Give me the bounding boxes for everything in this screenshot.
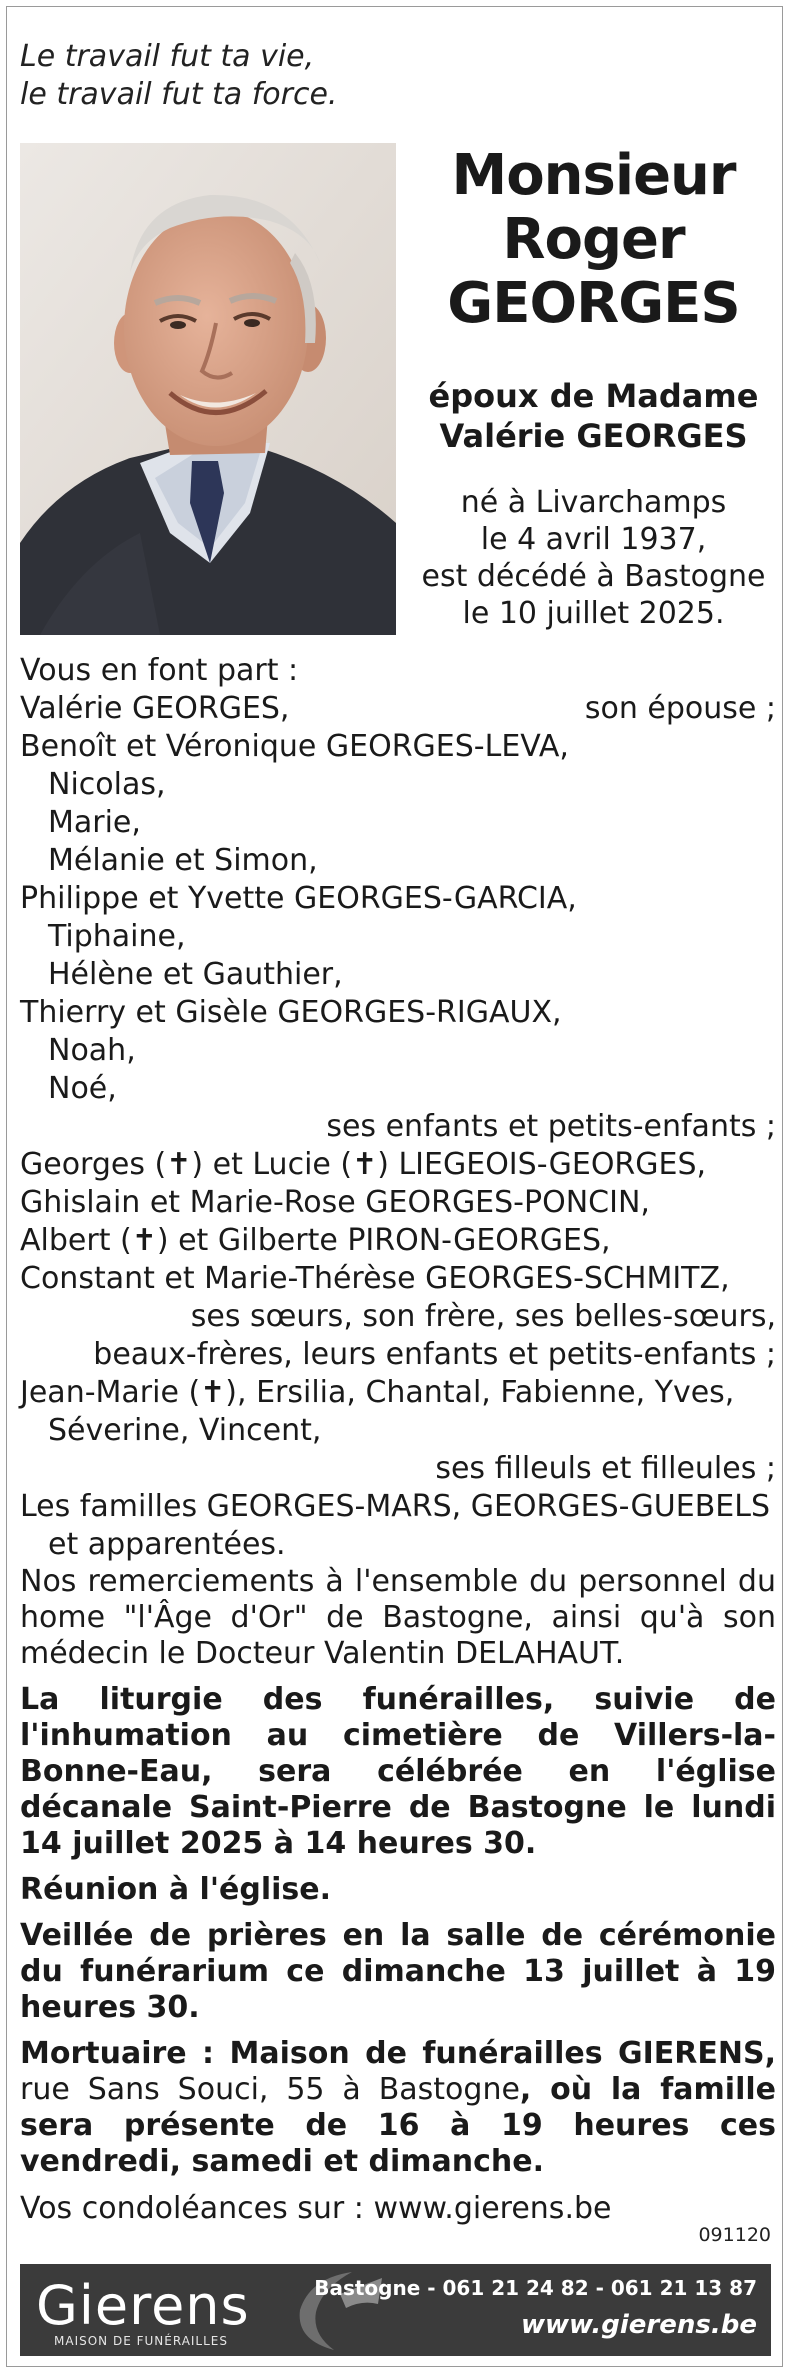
list-item: Hélène et Gauthier, bbox=[48, 957, 343, 992]
children-role: ses enfants et petits-enfants ; bbox=[326, 1109, 776, 1144]
birth-date: le 4 avril 1937, bbox=[480, 522, 707, 557]
godchildren-line-1: Jean-Marie (✝), Ersilia, Chantal, Fabienne, Yves, bbox=[20, 1375, 735, 1410]
list-item: Philippe et Yvette GEORGES-GARCIA, bbox=[20, 881, 577, 916]
reunion-paragraph: Réunion à l'église. bbox=[20, 1872, 332, 1907]
funeral-home-banner bbox=[20, 2264, 771, 2356]
siblings-role-2: beaux-frères, leurs enfants et petits-enfants ; bbox=[93, 1337, 776, 1372]
list-item: Marie, bbox=[48, 805, 141, 840]
reference-number: 091120 bbox=[698, 2224, 771, 2246]
spouse-row-name: Valérie GEORGES, bbox=[20, 691, 290, 726]
list-item: Ghislain et Marie-Rose GEORGES-PONCIN, bbox=[20, 1185, 650, 1220]
list-item: Tiphaine, bbox=[48, 919, 186, 954]
condolences-line: Vos condoléances sur : www.gierens.be bbox=[20, 2191, 612, 2226]
notice-body bbox=[20, 652, 776, 2228]
families-line-2: et apparentées. bbox=[48, 1527, 286, 1562]
spouse-line-1: époux de Madame bbox=[428, 377, 759, 415]
website-link[interactable]: www.gierens.be bbox=[521, 2310, 757, 2340]
funeral-paragraph: La liturgie des funérailles, suivie de l'inhumation au cimetière de Villers-la-Bonne-Eau, sera célébrée en l'église décanale Saint-Pierre de Bastogne le lundi 14 juillet 2025 à 14 heures 30. bbox=[20, 1682, 776, 1861]
portrait-illustration bbox=[20, 143, 396, 635]
list-item: Benoît et Véronique GEORGES-LEVA, bbox=[20, 729, 569, 764]
families-line-1: Les familles GEORGES-MARS, GEORGES-GUEBELS bbox=[20, 1489, 770, 1524]
birth-place: né à Livarchamps bbox=[460, 485, 727, 520]
last-name: GEORGES bbox=[447, 271, 740, 336]
vigil-paragraph: Veillée de prières en la salle de cérémonie du funérarium ce dimanche 13 juillet à 19 heures 30. bbox=[20, 1918, 776, 2025]
spouse-row-role: son épouse ; bbox=[584, 691, 776, 726]
birth-death-block bbox=[406, 484, 781, 632]
children-list bbox=[20, 728, 776, 1108]
motto bbox=[20, 38, 337, 114]
motto-line-1: Le travail fut ta vie, bbox=[20, 39, 315, 74]
death-date: le 10 juillet 2025. bbox=[462, 596, 725, 631]
siblings-list bbox=[20, 1146, 776, 1298]
spouse-line-2: Valérie GEORGES bbox=[439, 417, 748, 455]
intro-line: Vous en font part : bbox=[20, 653, 299, 688]
gierens-logo-subtitle: MAISON DE FUNÉRAILLES bbox=[54, 2334, 229, 2348]
mortuary-paragraph bbox=[20, 2036, 776, 2180]
list-item: Mélanie et Simon, bbox=[48, 843, 318, 878]
godchildren-line-2: Séverine, Vincent, bbox=[48, 1413, 322, 1448]
mortuary-bold-2: , où la famille sera présente de 16 à 19 heures ces vendredi, samedi et dimanche. bbox=[20, 2072, 776, 2179]
title-monsieur: Monsieur bbox=[451, 143, 736, 208]
list-item: Nicolas, bbox=[48, 767, 166, 802]
contact-phones: Bastogne - 061 21 24 82 - 061 21 13 87 bbox=[314, 2276, 757, 2300]
mortuary-address: rue Sans Souci, 55 à Bastogne bbox=[20, 2072, 520, 2107]
godchildren-role: ses filleuls et filleules ; bbox=[435, 1451, 776, 1486]
list-item: Thierry et Gisèle GEORGES-RIGAUX, bbox=[20, 995, 562, 1030]
motto-line-2: le travail fut ta force. bbox=[20, 77, 338, 112]
list-item: Albert (✝) et Gilberte PIRON-GEORGES, bbox=[20, 1223, 611, 1258]
first-name: Roger bbox=[502, 207, 685, 272]
gierens-logo: Gierens bbox=[36, 2274, 250, 2337]
siblings-role-1: ses sœurs, son frère, ses belles-sœurs, bbox=[190, 1299, 776, 1334]
portrait-photo bbox=[20, 143, 396, 635]
death-place: est décédé à Bastogne bbox=[421, 559, 766, 594]
mortuary-bold-1: Mortuaire : Maison de funérailles GIERENS, bbox=[20, 2036, 776, 2071]
spouse-row bbox=[20, 690, 776, 728]
list-item: Constant et Marie-Thérèse GEORGES-SCHMITZ, bbox=[20, 1261, 730, 1296]
spouse-block bbox=[406, 376, 781, 456]
thanks-paragraph: Nos remerciements à l'ensemble du personnel du home "l'Âge d'Or" de Bastogne, ainsi qu'à son médecin le Docteur Valentin DELAHAUT. bbox=[20, 1564, 776, 1671]
list-item: Georges (✝) et Lucie (✝) LIEGEOIS-GEORGES, bbox=[20, 1147, 707, 1182]
list-item: Noah, bbox=[48, 1033, 136, 1068]
deceased-identity bbox=[406, 144, 781, 632]
list-item: Noé, bbox=[48, 1071, 117, 1106]
